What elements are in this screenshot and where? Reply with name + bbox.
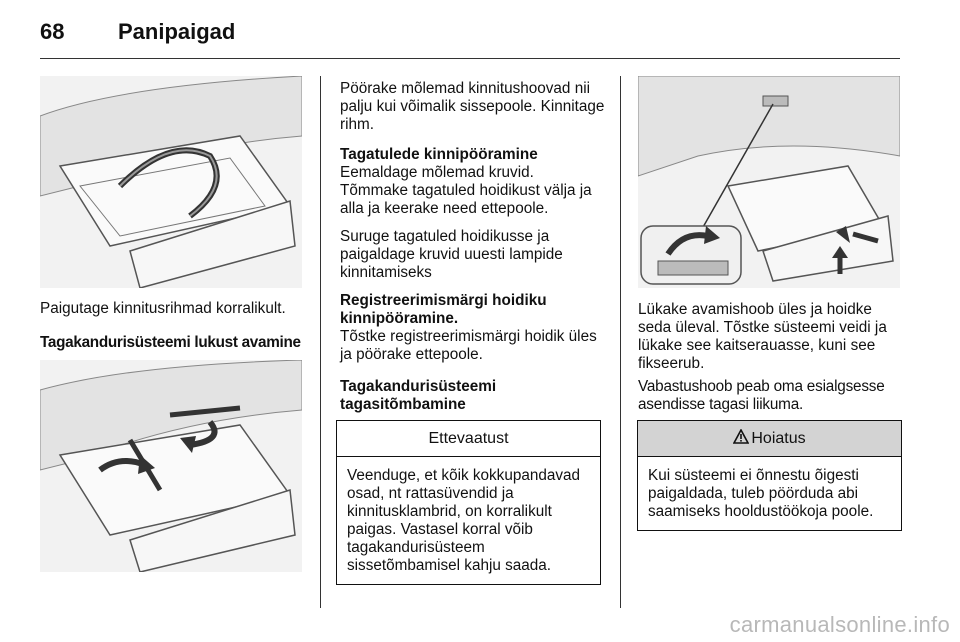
caution-text: Veenduge, et kõik kokkupandavad osad, nt rattasüvendid ja kinnitusklambrid, on korralikult paigas. Vastasel korral võib tagakandurisüsteem sissetõmbamisel kahju saada.: [347, 467, 581, 574]
paragraph-push-lever: Lükake avamishoob üles ja hoidke seda üleval. Tõstke süsteemi veidi ja lükake see kaitserauasse, kuni see fikseerub.: [638, 301, 887, 372]
column-divider-2: [620, 76, 621, 608]
heading-taillights: Tagatulede kinnipööramine: [340, 146, 538, 163]
watermark: carmanualsonline.info: [729, 612, 950, 637]
illustration-unlocking: [40, 360, 302, 572]
warning-title: Hoiatus: [751, 429, 806, 447]
page-number: 68: [40, 19, 65, 44]
paragraph-remove-screws: Eemaldage mõlemad kruvid. Tõmmake tagatuled hoidikust välja ja alla ja keerake need ettepoole.: [340, 164, 592, 217]
page-title: Panipaigad: [118, 19, 236, 44]
warning-text: Kui süsteemi ei õnnestu õigesti paigaldada, tuleb pöörduda abi saamiseks hooldustöökoja poole.: [648, 467, 874, 520]
warning-triangle-icon: [733, 429, 749, 449]
header-divider: [40, 58, 900, 59]
warning-header: [638, 421, 901, 457]
illustration-strap-placement: [40, 76, 302, 288]
paragraph-reinstall-lights: Suruge tagatuled hoidikusse ja paigaldage kruvid uuesti lampide kinnitamiseks: [340, 228, 563, 281]
paragraph-turn-levers: Pöörake mõlemad kinnitushoovad nii palju kui võimalik sissepoole. Kinnitage rihm.: [340, 80, 605, 133]
caution-box: [336, 420, 601, 585]
caption-strap-placement: Paigutage kinnitusrihmad korralikult.: [40, 300, 286, 317]
paragraph-lift-plate: Tõstke registreerimismärgi hoidik üles ja pöörake ettepoole.: [340, 328, 597, 363]
heading-unlocking: Tagakandurisüsteemi lukust avamine: [40, 334, 301, 351]
column-divider-1: [320, 76, 321, 608]
heading-plate-holder: Registreerimismärgi hoidiku kinnipööramine.: [340, 292, 547, 327]
paragraph-release-lever: Vabastushoob peab oma esialgsesse asendisse tagasi liikuma.: [638, 378, 885, 413]
illustration-retraction: [638, 76, 900, 288]
caution-title: Ettevaatust: [337, 421, 600, 457]
warning-box: [637, 420, 902, 531]
heading-retract: Tagakandurisüsteemi tagasitõmbamine: [340, 378, 497, 413]
